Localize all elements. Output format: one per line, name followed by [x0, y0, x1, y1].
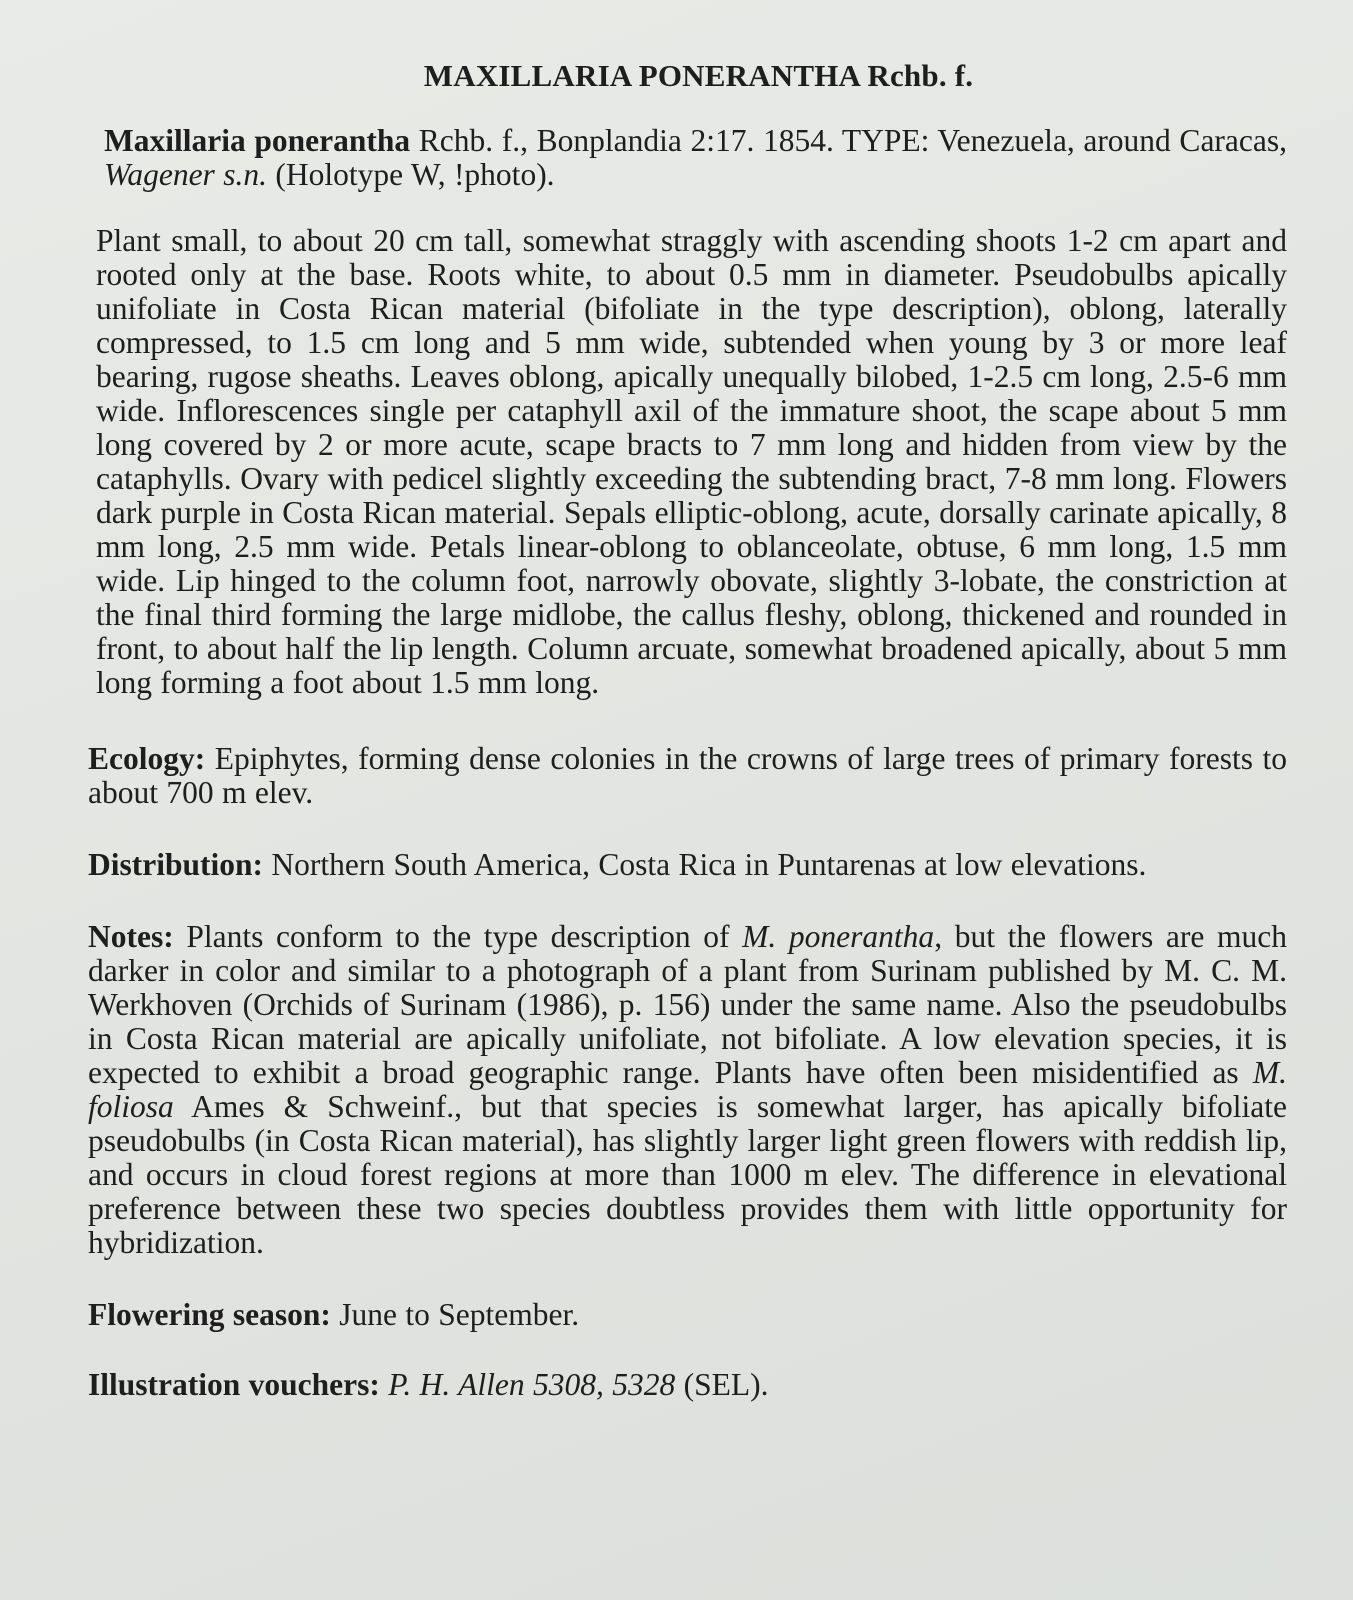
notes-text-2: , but the flowers are much darker in color and similar to a photograph of a plant from Surinam published by M. C. M. Werkhoven (Orchids of Surinam (1986), p. 156) under the same name. Also the pseudobulbs in Costa Rican material are apically unifoliate, not bifoliate. A low elevation species, it is expected to exhibit a broad geographic range. Plants have often been misidentified as — [88, 919, 1288, 1090]
species-title: MAXILLARIA PONERANTHA Rchb. f. — [423, 58, 974, 93]
notes-species-1: M. ponerantha — [742, 919, 935, 954]
notes-text-1: Plants conform to the type description of — [173, 919, 743, 954]
distribution-text: Northern South America, Costa Rica in Puntarenas at low elevations. — [263, 847, 1147, 882]
notes-text-3: Ames & Schweinf., but that species is somewhat larger, has apically bifoliate pseudobulbs (in Costa Rican material), has slightly larger light green flowers with reddish lip, and occurs in cloud forest regions at more than 1000 m elev. The difference in elevational preference between these two species doubtless provides them with little opportunity for hybridization. — [88, 1089, 1287, 1260]
vouchers-label: Illustration vouchers: — [88, 1367, 380, 1402]
flowering-text: June to September. — [330, 1297, 580, 1332]
flowering-paragraph — [88, 1298, 1287, 1332]
distribution-paragraph — [88, 848, 1287, 882]
citation-holotype: (Holotype W, !photo). — [266, 157, 555, 192]
description-paragraph: Plant small, to about 20 cm tall, somewhat straggly with ascending shoots 1-2 cm apart and rooted only at the base. Roots white, to about 0.5 mm in diameter. Pseudobulbs apically unifoliate in Costa Rican material (bifoliate in the type description), oblong, laterally compressed, to 1.5 cm long and 5 mm wide, subtended when young by 3 or more leaf bearing, rugose sheaths. Leaves oblong, apically unequally bilobed, 1-2.5 cm long, 2.5-6 mm wide. Inflorescences single per cataphyll axil of the immature shoot, the scape about 5 mm long covered by 2 or more acute, scape bracts to 7 mm long and hidden from view by the cataphylls. Ovary with pedicel slightly exceeding the subtending bract, 7-8 mm long. Flowers dark purple in Costa Rican material. Sepals elliptic-oblong, acute, dorsally carinate apically, 8 mm long, 2.5 mm wide. Petals linear-oblong to oblanceolate, obtuse, 6 mm long, 1.5 mm wide. Lip hinged to the column foot, narrowly obovate, slightly 3-lobate, the constriction at the final third forming the large midlobe, the callus fleshy, oblong, thickened and rounded in front, to about half the lip length. Column arcuate, somewhat broadened apically, about 5 mm long forming a foot about 1.5 mm long. — [96, 223, 1287, 700]
vouchers-paragraph — [88, 1368, 1287, 1402]
distribution-label: Distribution: — [88, 847, 264, 882]
ecology-label: Ecology: — [88, 741, 206, 776]
notes-paragraph — [88, 920, 1287, 1260]
citation-paragraph — [104, 124, 1287, 192]
notes-label: Notes: — [88, 919, 174, 954]
ecology-paragraph — [88, 742, 1287, 810]
flowering-label: Flowering season: — [88, 1297, 331, 1332]
vouchers-text: (SEL). — [675, 1367, 769, 1402]
citation-text: Rchb. f., Bonplandia 2:17. 1854. TYPE: Venezuela, around Caracas, — [410, 123, 1287, 158]
citation-name: Maxillaria ponerantha — [104, 123, 411, 158]
ecology-text: Epiphytes, forming dense colonies in the crowns of large trees of primary forests to about 700 m elev. — [88, 741, 1287, 810]
vouchers-collectors: P. H. Allen 5308, 5328 — [379, 1367, 676, 1402]
notes-species-2: M. foliosa — [88, 1055, 1287, 1124]
citation-collector: Wagener s.n. — [104, 157, 267, 192]
